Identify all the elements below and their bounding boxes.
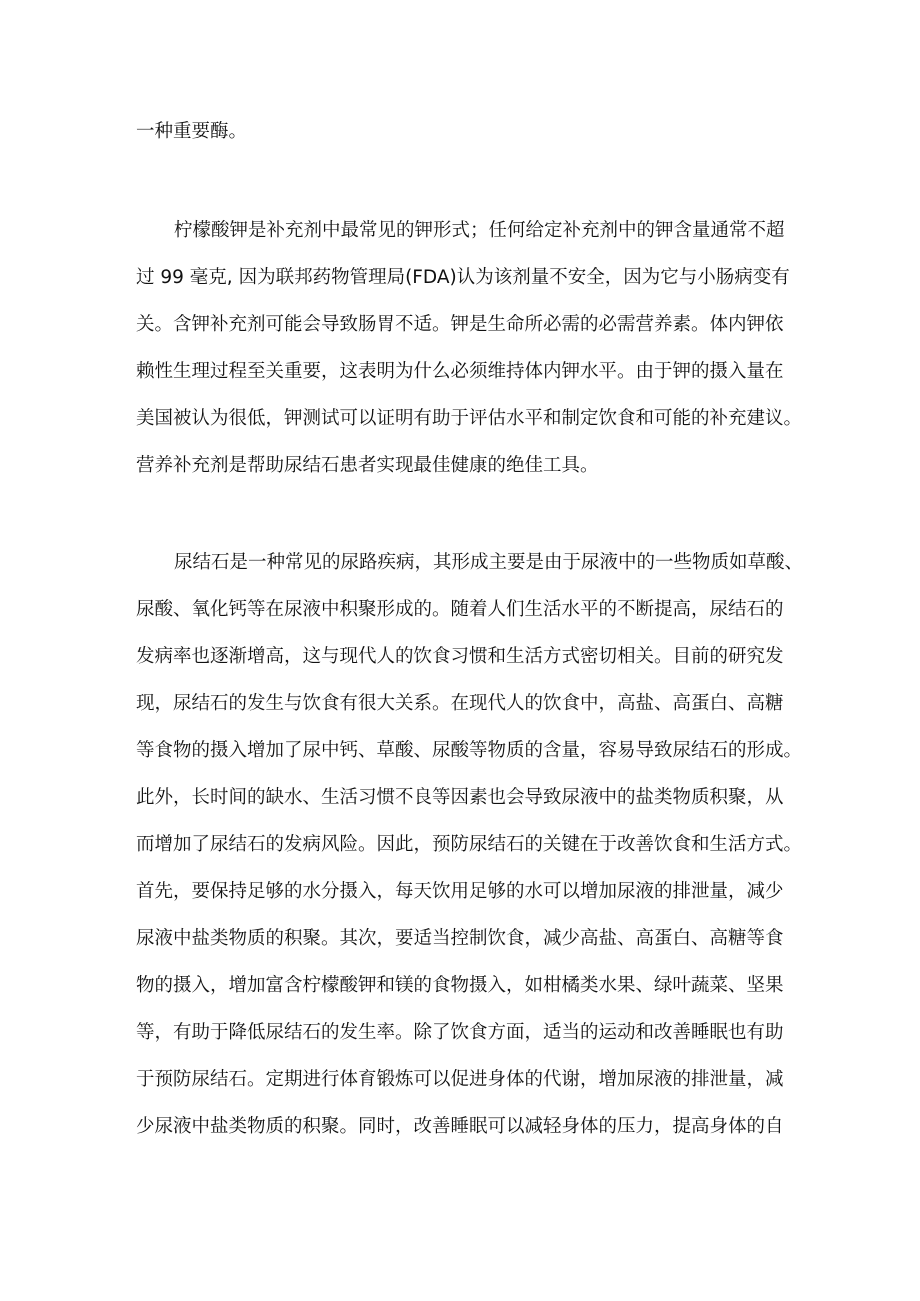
paragraph-2-line-11: 等，有助于降低尿结石的发生率。除了饮食方面，适当的运动和改善睡眠也有助 [136,1022,784,1043]
paragraph-1-line-6: 营养补充剂是帮助尿结石患者实现最佳健康的绝佳工具。 [136,455,599,476]
paragraph-2-line-13: 少尿液中盐类物质的积聚。同时，改善睡眠可以减轻身体的压力，提高身体的自 [136,1116,784,1137]
paragraph-2-line-5: 等食物的摄入增加了尿中钙、草酸、尿酸等物质的含量，容易导致尿结石的形成。 [136,740,803,761]
paragraph-0-line-1: 一种重要酶。 [136,121,248,142]
paragraph-1-line-5: 美国被认为很低，钾测试可以证明有助于评估水平和制定饮食和可能的补充建议。 [136,408,803,429]
paragraph-2-line-2: 尿酸、氧化钙等在尿液中积聚形成的。随着人们生活水平的不断提高，尿结石的 [136,599,784,620]
paragraph-2-line-6: 此外，长时间的缺水、生活习惯不良等因素也会导致尿液中的盐类物质积聚，从 [136,787,784,808]
paragraph-1-line-1: 柠檬酸钾是补充剂中最常见的钾形式；任何给定补充剂中的钾含量通常不超 [174,220,785,241]
paragraph-1-line-2: 过 99 毫克, 因为联邦药物管理局(FDA)认为该剂量不安全，因为它与小肠病变有 [136,267,790,288]
paragraph-2-line-7: 而增加了尿结石的发病风险。因此，预防尿结石的关键在于改善饮食和生活方式。 [136,834,803,855]
paragraph-2-line-8: 首先，要保持足够的水分摄入，每天饮用足够的水可以增加尿液的排泄量，减少 [136,881,784,902]
paragraph-2-line-3: 发病率也逐渐增高，这与现代人的饮食习惯和生活方式密切相关。目前的研究发 [136,646,784,667]
paragraph-2-line-1: 尿结石是一种常见的尿路疾病，其形成主要是由于尿液中的一些物质如草酸、 [174,552,804,573]
paragraph-2-line-9: 尿液中盐类物质的积聚。其次，要适当控制饮食，减少高盐、高蛋白、高糖等食 [136,928,784,949]
paragraph-2-line-10: 物的摄入，增加富含柠檬酸钾和镁的食物摄入，如柑橘类水果、绿叶蔬菜、坚果 [136,975,784,996]
paragraph-2-line-4: 现，尿结石的发生与饮食有很大关系。在现代人的饮食中，高盐、高蛋白、高糖 [136,693,784,714]
paragraph-1-line-3: 关。含钾补充剂可能会导致肠胃不适。钾是生命所必需的必需营养素。体内钾依 [136,314,784,335]
paragraph-2-line-12: 于预防尿结石。定期进行体育锻炼可以促进身体的代谢，增加尿液的排泄量，减 [136,1069,784,1090]
paragraph-1-line-4: 赖性生理过程至关重要，这表明为什么必须维持体内钾水平。由于钾的摄入量在 [136,361,784,382]
